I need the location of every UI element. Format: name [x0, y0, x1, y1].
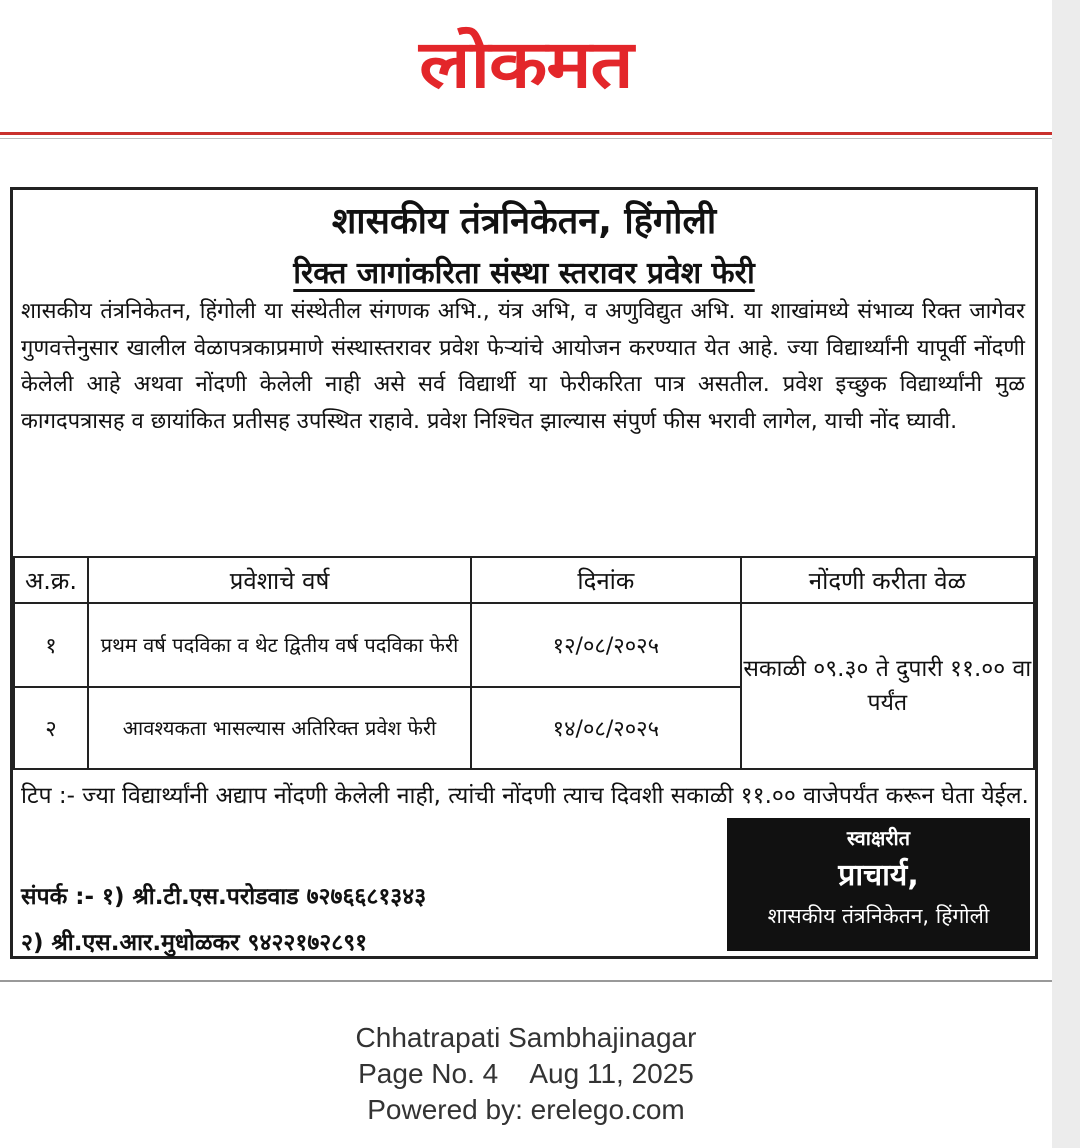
signature-designation: प्राचार्य, [838, 858, 919, 893]
bottom-rule [0, 980, 1052, 982]
footer-powered-by: Powered by: erelego.com [367, 1094, 685, 1125]
table-row [14, 603, 1034, 687]
notice-body: शासकीय तंत्रनिकेतन, हिंगोली या संस्थेतील संगणक अभि., यंत्र अभि, व अणुविद्युत अभि. या शाखांमध्ये संभाव्य रिक्त जागेवर गुणवत्तेनुसार खालील वेळापत्रकाप्रमाणे संस्थास्तरावर प्रवेश फेऱ्यांचे आयोजन करण्यात येत आहे. ज्या विद्यार्थ्यांनी यापूर्वी नोंदणी केलेली आहे अथवा नोंदणी केलेली नाही असे सर्व विद्यार्थी या फेरीकरिता पात्र असतील. प्रवेश इच्छुक विद्यार्थ्यांनी मुळ कागदपत्रासह व छायांकित प्रतीसह उपस्थित राहावे. प्रवेश निश्चित झाल्यास संपुर्ण फीस भरावी लागेल, याची नोंद घ्यावी. [21, 299, 1025, 434]
header-date: दिनांक [471, 557, 741, 603]
side-scroll-strip [1052, 0, 1080, 1148]
row-sr: १ [14, 603, 88, 687]
header-sr: अ.क्र. [14, 557, 88, 603]
footer-edition: Chhatrapati Sambhajinagar [355, 1022, 697, 1053]
lokmat-logo: लोकमत [419, 26, 633, 103]
masthead-rule [0, 132, 1052, 135]
footer-page-no: Page No. 4 [358, 1058, 499, 1089]
notice-subtitle-text: रिक्त जागांकरिता संस्था स्तरावर प्रवेश फेरी [293, 256, 755, 291]
registration-time: सकाळी ०९.३० ते दुपारी ११.०० वा पर्यंत [741, 603, 1034, 769]
row-sr: २ [14, 687, 88, 769]
notice-title: शासकीय तंत्रनिकेतन, हिंगोली [331, 201, 717, 242]
contact-line-2: २) श्री.एस.आर.मुधोळकर ९४२२१७२८९१ [21, 930, 368, 956]
row-date: १२/०८/२०२५ [471, 603, 741, 687]
row-date: १४/०८/२०२५ [471, 687, 741, 769]
signature-institution: शासकीय तंत्रनिकेतन, हिंगोली [767, 904, 990, 928]
row-year: आवश्यकता भासल्यास अतिरिक्त प्रवेश फेरी [88, 687, 471, 769]
header-year: प्रवेशाचे वर्ष [88, 557, 471, 603]
header-time: नोंदणी करीता वेळ [741, 557, 1034, 603]
masthead-rule-thin [0, 138, 1052, 139]
signature-block [727, 818, 1030, 951]
notice-box [10, 187, 1038, 959]
signature-signed: स्वाक्षरीत [846, 826, 911, 850]
row-year: प्रथम वर्ष पदविका व थेट द्वितीय वर्ष पदविका फेरी [88, 603, 471, 687]
schedule-header-row [14, 557, 1034, 603]
contact-block [21, 874, 721, 966]
schedule-table [13, 556, 1035, 770]
masthead [0, 10, 1052, 120]
footer-date: Aug 11, 2025 [529, 1058, 694, 1089]
contact-line-1: संपर्क :- १) श्री.टी.एस.परोडवाड ७२७६६८१३४३ [21, 884, 427, 910]
notice-subtitle [13, 254, 1035, 294]
notice-tip: टिप :- ज्या विद्यार्थ्यांनी अद्याप नोंदणी केलेली नाही, त्यांची नोंदणी त्याच दिवशी सकाळी ११.०० वाजेपर्यंत करून घेता येईल. [21, 783, 1029, 809]
footer-page-date [0, 1056, 1052, 1092]
